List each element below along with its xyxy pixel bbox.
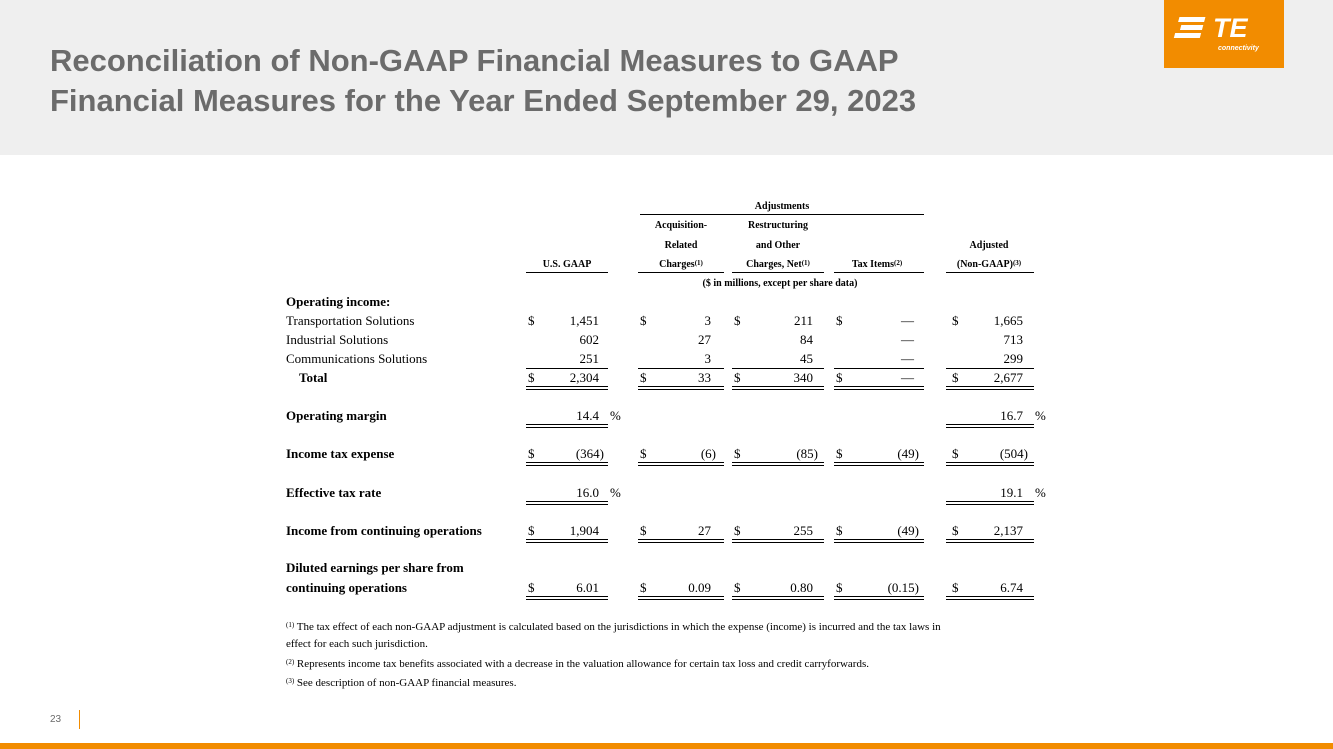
total-double-rule-acq: [638, 386, 724, 390]
row-eps-tax: (0.15): [887, 580, 919, 595]
col-restr-rule: [732, 272, 824, 273]
row-op-margin-adj-unit: %: [1035, 408, 1046, 423]
adjustments-header-rule: [640, 214, 924, 215]
row-op-margin-adj: 16.7: [1000, 408, 1023, 423]
subtotal-rule-gaap: [526, 368, 608, 369]
row-total-acq: 33: [698, 370, 711, 385]
row-income-tax-acq: (6): [700, 446, 716, 461]
row-transportation-adj: 1,665: [993, 313, 1023, 328]
income-cont-rule-acq: [638, 539, 724, 543]
row-eff-tax-adj: 19.1: [1000, 485, 1023, 500]
income-cont-rule-adj: [946, 539, 1034, 543]
row-eff-tax-gaap-unit: %: [610, 485, 621, 500]
row-industrial-acq: 27: [698, 332, 711, 347]
row-total-tax: —: [901, 370, 914, 385]
row-income-tax-label: Income tax expense: [286, 446, 395, 461]
col-restr-line3: Charges, Net$^{(1)}$: [746, 259, 810, 270]
op-margin-rule-adj: [946, 424, 1034, 428]
income-tax-rule-acq: [638, 462, 724, 466]
row-income-tax-tax: (49): [897, 446, 919, 461]
total-double-rule-gaap: [526, 386, 608, 390]
row-transportation-tax-currency: $: [836, 313, 843, 328]
row-total-acq-currency: $: [640, 370, 647, 385]
eps-rule-acq: [638, 596, 724, 600]
col-tax-rule: [834, 272, 924, 273]
row-total-label: Total: [299, 370, 328, 385]
row-industrial-restr: 84: [800, 332, 813, 347]
row-income-cont-tax-currency: $: [836, 523, 843, 538]
income-cont-rule-restr: [732, 539, 824, 543]
income-cont-rule-gaap: [526, 539, 608, 543]
income-tax-rule-gaap: [526, 462, 608, 466]
row-income-tax-restr-currency: $: [734, 446, 741, 461]
row-income-cont-adj: 2,137: [993, 523, 1023, 538]
title-line-1: Reconciliation of Non-GAAP Financial Measures to GAAP: [50, 43, 899, 78]
row-eff-tax-adj-unit: %: [1035, 485, 1046, 500]
row-industrial-label: Industrial Solutions: [286, 332, 389, 347]
col-acq-rule: [638, 272, 724, 273]
row-income-tax-adj: (504): [999, 446, 1028, 461]
footnote-1-line2: effect for each such jurisdiction.: [286, 638, 428, 650]
subtotal-rule-restr: [732, 368, 824, 369]
col-gaap-header: U.S. GAAP: [542, 259, 592, 270]
row-eff-tax-gaap: 16.0: [576, 485, 599, 500]
col-adj-line2: (Non-GAAP)$^{(3)}$: [956, 259, 1022, 270]
eps-rule-restr: [732, 596, 824, 600]
row-eps-acq-currency: $: [640, 580, 647, 595]
logo-text: TE: [1213, 13, 1248, 43]
row-income-tax-restr: (85): [796, 446, 818, 461]
row-income-tax-acq-currency: $: [640, 446, 647, 461]
income-cont-rule-tax: [834, 539, 924, 543]
eps-rule-tax: [834, 596, 924, 600]
col-acq-line1: Acquisition-: [654, 220, 708, 231]
row-op-margin-gaap: 14.4: [576, 408, 599, 423]
row-income-cont-acq-currency: $: [640, 523, 647, 538]
row-industrial-adj: 713: [1003, 332, 1023, 347]
row-transportation-gaap: 1,451: [569, 313, 599, 328]
eps-rule-adj: [946, 596, 1034, 600]
te-connectivity-logo: [1164, 0, 1284, 68]
income-tax-rule-adj: [946, 462, 1034, 466]
row-eps-adj: 6.74: [1000, 580, 1023, 595]
title-line-2: Financial Measures for the Year Ended September 29, 2023: [50, 83, 917, 118]
income-tax-rule-restr: [732, 462, 824, 466]
footnote-1-line1: $^{(1)}$ The tax effect of each non-GAAP adjustment is calculated based on the jurisdictions in which the expense (income) is incurred and the tax laws in: [286, 621, 941, 633]
row-transportation-tax: —: [901, 313, 914, 328]
adjustments-group-header: Adjustments: [754, 201, 810, 212]
row-eps-gaap-currency: $: [528, 580, 535, 595]
row-communications-tax: —: [901, 351, 914, 366]
row-eps-adj-currency: $: [952, 580, 959, 595]
row-eps-restr: 0.80: [790, 580, 813, 595]
row-eps-label-line2: continuing operations: [286, 580, 407, 595]
row-communications-restr: 45: [800, 351, 813, 366]
footnote-3: $^{(3)}$ See description of non-GAAP financial measures.: [286, 677, 517, 689]
row-eps-tax-currency: $: [836, 580, 843, 595]
row-op-margin-label: Operating margin: [286, 408, 387, 423]
row-income-tax-gaap: (364): [575, 446, 604, 461]
row-total-adj: 2,677: [993, 370, 1023, 385]
row-total-gaap-currency: $: [528, 370, 535, 385]
subtotal-rule-acq: [638, 368, 724, 369]
row-eps-acq: 0.09: [688, 580, 711, 595]
row-transportation-gaap-currency: $: [528, 313, 535, 328]
col-adj-rule: [946, 272, 1034, 273]
col-tax-header: Tax Items$^{(2)}$: [851, 259, 903, 270]
total-double-rule-tax: [834, 386, 924, 390]
col-restr-line2: and Other: [755, 240, 801, 251]
row-income-cont-tax: (49): [897, 523, 919, 538]
row-income-cont-adj-currency: $: [952, 523, 959, 538]
row-income-tax-adj-currency: $: [952, 446, 959, 461]
row-transportation-restr: 211: [793, 313, 813, 328]
total-double-rule-restr: [732, 386, 824, 390]
page-number: 23: [50, 714, 62, 725]
row-eff-tax-label: Effective tax rate: [286, 485, 382, 500]
row-transportation-acq-currency: $: [640, 313, 647, 328]
row-communications-adj: 299: [1003, 351, 1023, 366]
row-total-gaap: 2,304: [569, 370, 599, 385]
row-industrial-gaap: 602: [579, 332, 599, 347]
col-acq-line3: Charges$^{(1)}$: [659, 259, 703, 270]
row-transportation-label: Transportation Solutions: [286, 313, 415, 328]
col-acq-line2: Related: [664, 240, 698, 251]
row-communications-acq: 3: [704, 351, 711, 366]
row-income-cont-label: Income from continuing operations: [286, 523, 482, 538]
row-total-tax-currency: $: [836, 370, 843, 385]
page-number-divider: [79, 710, 80, 729]
row-eps-restr-currency: $: [734, 580, 741, 595]
row-op-margin-gaap-unit: %: [610, 408, 621, 423]
logo-subtext: connectivity: [1218, 45, 1259, 52]
op-margin-rule-gaap: [526, 424, 608, 428]
footer-accent-bar: [0, 743, 1333, 749]
row-income-cont-restr: 255: [793, 523, 813, 538]
row-eps-gaap: 6.01: [576, 580, 599, 595]
income-tax-rule-tax: [834, 462, 924, 466]
row-transportation-acq: 3: [704, 313, 711, 328]
row-industrial-tax: —: [901, 332, 914, 347]
row-total-restr-currency: $: [734, 370, 741, 385]
page-title: [50, 41, 1050, 121]
col-gaap-rule: [526, 272, 608, 273]
footnote-2: $^{(2)}$ Represents income tax benefits associated with a decrease in the valuation allowance for certain tax loss and credit carryforwards.: [286, 658, 869, 670]
section-operating-income: Operating income:: [286, 294, 391, 309]
eff-tax-rule-gaap: [526, 501, 608, 505]
units-note: ($ in millions, except per share data): [702, 278, 858, 289]
row-income-cont-acq: 27: [698, 523, 711, 538]
col-adj-line1: Adjusted: [969, 240, 1009, 251]
row-communications-label: Communications Solutions: [286, 351, 428, 366]
row-total-adj-currency: $: [952, 370, 959, 385]
col-restr-line1: Restructuring: [748, 220, 808, 231]
subtotal-rule-adj: [946, 368, 1034, 369]
row-income-tax-tax-currency: $: [836, 446, 843, 461]
row-income-cont-gaap: 1,904: [569, 523, 599, 538]
row-communications-gaap: 251: [579, 351, 599, 366]
eps-rule-gaap: [526, 596, 608, 600]
row-transportation-adj-currency: $: [952, 313, 959, 328]
eff-tax-rule-adj: [946, 501, 1034, 505]
row-transportation-restr-currency: $: [734, 313, 741, 328]
subtotal-rule-tax: [834, 368, 924, 369]
row-income-cont-restr-currency: $: [734, 523, 741, 538]
row-income-cont-gaap-currency: $: [528, 523, 535, 538]
row-total-restr: 340: [793, 370, 813, 385]
row-eps-label-line1: Diluted earnings per share from: [286, 560, 464, 575]
row-income-tax-gaap-currency: $: [528, 446, 535, 461]
total-double-rule-adj: [946, 386, 1034, 390]
